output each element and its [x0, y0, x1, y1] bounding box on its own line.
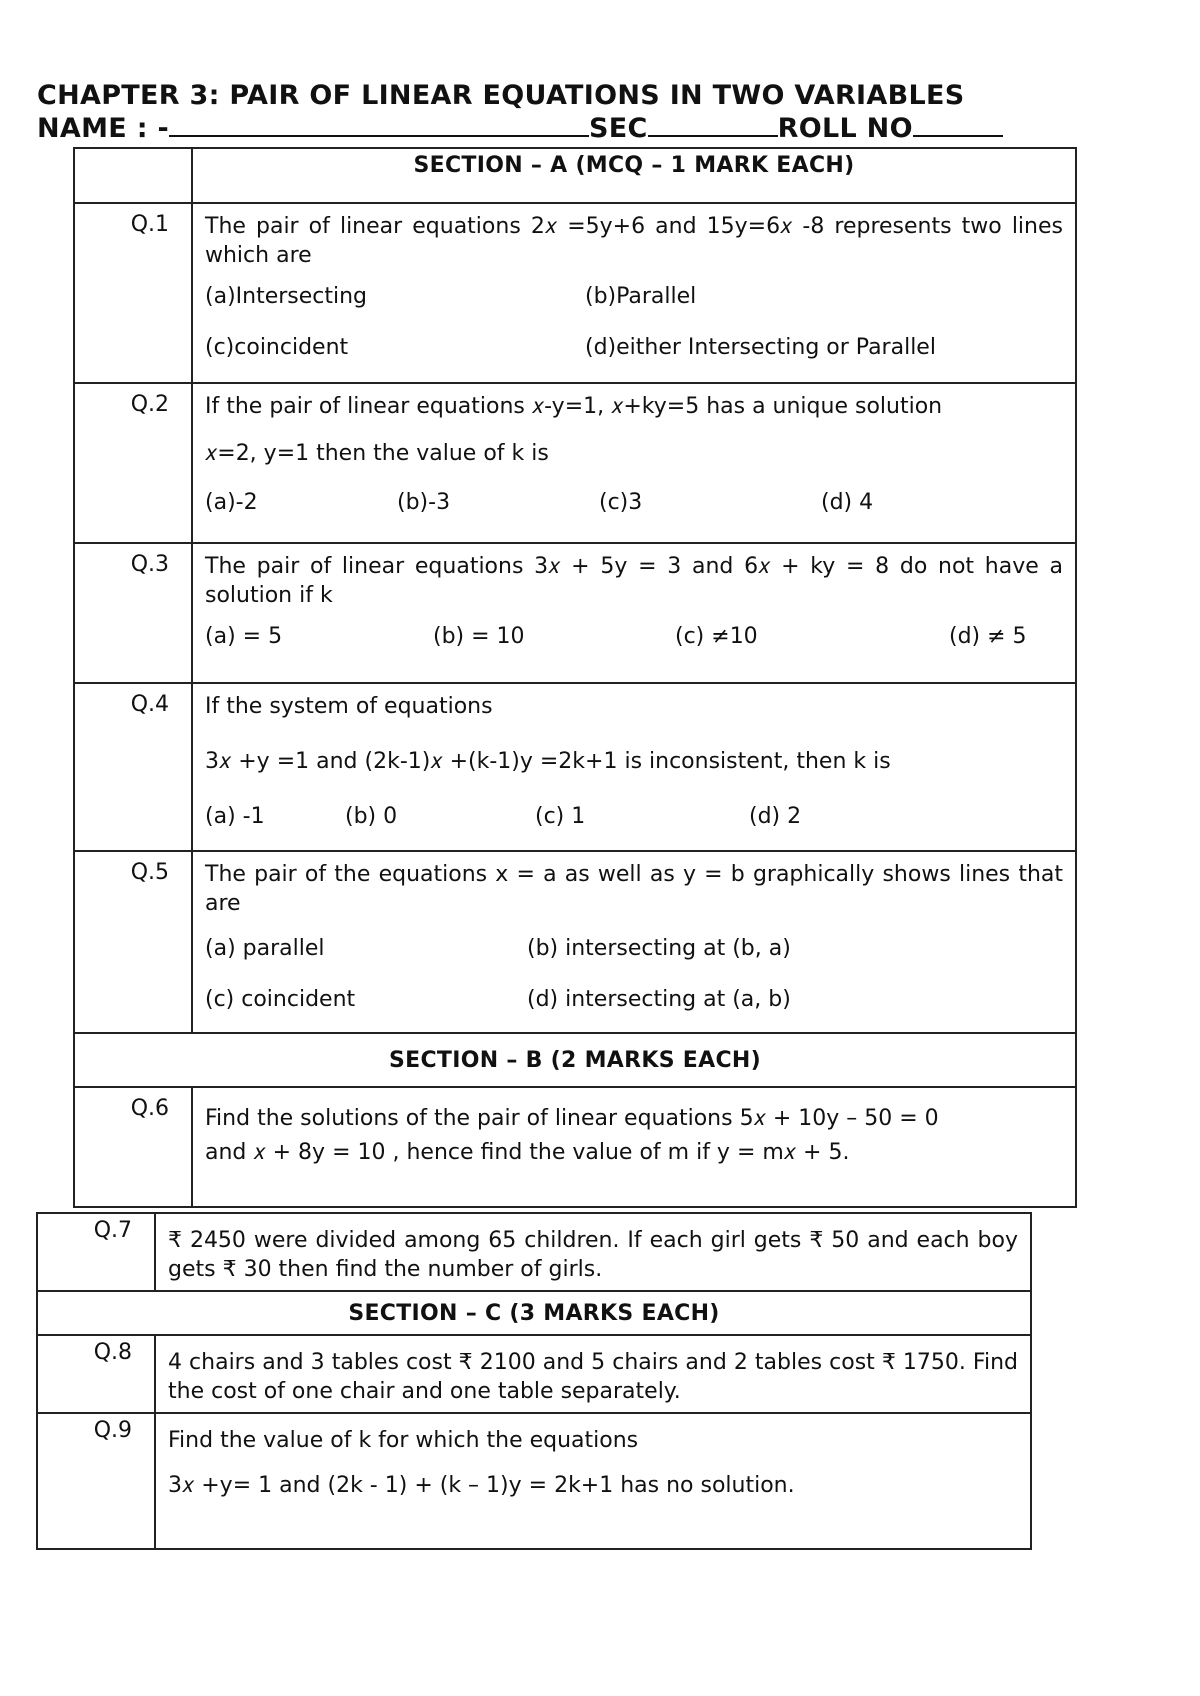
option-d[interactable]: (d)either Intersecting or Parallel	[585, 335, 936, 360]
option-c[interactable]: (c) 1	[535, 804, 586, 829]
question-number: Q.3	[74, 543, 192, 683]
sec-label: SEC	[589, 113, 648, 144]
option-d[interactable]: (d) ≠ 5	[949, 624, 1027, 649]
question-body	[155, 1413, 1031, 1549]
option-b[interactable]: (b)-3	[397, 490, 451, 515]
question-body	[155, 1335, 1031, 1413]
question-stem: If the pair of linear equations 𝑥-y=1, 𝑥+ky=5 has a unique solution	[205, 394, 943, 419]
question-row-2	[74, 383, 1076, 543]
section-c-heading: SECTION – C (3 MARKS EACH)	[37, 1291, 1031, 1335]
question-row-1	[74, 203, 1076, 383]
questions-table-a-b	[73, 147, 1077, 1208]
name-field[interactable]	[169, 113, 589, 137]
section-a-heading: SECTION – A (MCQ – 1 MARK EACH)	[192, 148, 1076, 203]
question-body	[192, 851, 1076, 1033]
question-row-3	[74, 543, 1076, 683]
option-b[interactable]: (b)Parallel	[585, 284, 697, 309]
option-b[interactable]: (b) = 10	[433, 624, 525, 649]
question-number: Q.5	[74, 851, 192, 1033]
question-row-9	[37, 1413, 1031, 1549]
question-body	[192, 1087, 1076, 1207]
question-body	[192, 543, 1076, 683]
question-number: Q.1	[74, 203, 192, 383]
blank-cell	[74, 148, 192, 203]
option-c[interactable]: (c) coincident	[205, 987, 356, 1012]
question-stem-line-2: 𝑥=2, y=1 then the value of k is	[205, 441, 549, 466]
question-stem: Find the solutions of the pair of linear equations 5𝑥 + 10y – 50 = 0	[205, 1106, 939, 1131]
question-number: Q.7	[37, 1213, 155, 1291]
sec-field[interactable]	[648, 113, 778, 137]
option-d[interactable]: (d) 4	[821, 490, 874, 515]
option-a[interactable]: (a)Intersecting	[205, 284, 368, 309]
question-number: Q.9	[37, 1413, 155, 1549]
option-a[interactable]: (a) = 5	[205, 624, 283, 649]
question-body	[192, 203, 1076, 383]
option-a[interactable]: (a) parallel	[205, 936, 325, 961]
option-c[interactable]: (c)3	[599, 490, 643, 515]
roll-no-label: ROLL NO	[777, 113, 913, 144]
option-d[interactable]: (d) intersecting at (a, b)	[527, 987, 791, 1012]
worksheet-title: CHAPTER 3: PAIR OF LINEAR EQUATIONS IN TWO VARIABLES	[37, 80, 965, 111]
option-c[interactable]: (c) ≠10	[675, 624, 758, 649]
question-stem: The pair of linear equations 2𝑥 =5y+6 and 15y=6𝑥 -8 represents two lines which are	[205, 214, 1063, 268]
question-number: Q.2	[74, 383, 192, 543]
question-stem-line-2: 3𝑥 +y =1 and (2k-1)𝑥 +(k-1)y =2k+1 is inconsistent, then k is	[205, 749, 891, 774]
option-a[interactable]: (a) -1	[205, 804, 265, 829]
option-a[interactable]: (a)-2	[205, 490, 258, 515]
question-body	[155, 1213, 1031, 1291]
question-number: Q.4	[74, 683, 192, 851]
option-b[interactable]: (b) 0	[345, 804, 398, 829]
option-d[interactable]: (d) 2	[749, 804, 802, 829]
question-row-6	[74, 1087, 1076, 1207]
name-label: NAME : -	[37, 113, 170, 144]
question-stem-line-2: and 𝑥 + 8y = 10 , hence find the value of m if y = m𝑥 + 5.	[205, 1140, 850, 1165]
roll-no-field[interactable]	[913, 113, 1003, 137]
question-body	[192, 383, 1076, 543]
question-row-4	[74, 683, 1076, 851]
option-b[interactable]: (b) intersecting at (b, a)	[527, 936, 791, 961]
question-stem-line-2: 3𝑥 +y= 1 and (2k - 1) + (k – 1)y = 2k+1 has no solution.	[168, 1473, 795, 1498]
questions-table-q7	[36, 1212, 1032, 1550]
question-row-7	[37, 1213, 1031, 1291]
question-stem: The pair of the equations x = a as well as y = b graphically shows lines that are	[205, 862, 1063, 916]
question-row-8	[37, 1335, 1031, 1413]
question-stem: Find the value of k for which the equations	[168, 1428, 639, 1453]
question-stem: 4 chairs and 3 tables cost ₹ 2100 and 5 chairs and 2 tables cost ₹ 1750. Find the cost of one chair and one table separately.	[168, 1350, 1018, 1404]
question-stem: The pair of linear equations 3𝑥 + 5y = 3 and 6𝑥 + ky = 8 do not have a solution if k	[205, 554, 1063, 608]
option-c[interactable]: (c)coincident	[205, 335, 349, 360]
question-number: Q.8	[37, 1335, 155, 1413]
question-row-5	[74, 851, 1076, 1033]
section-b-heading: SECTION – B (2 MARKS EACH)	[74, 1033, 1076, 1087]
question-body	[192, 683, 1076, 851]
student-info-line	[37, 113, 1003, 144]
question-stem: ₹ 2450 were divided among 65 children. If each girl gets ₹ 50 and each boy gets ₹ 30 then find the number of girls.	[168, 1228, 1018, 1282]
question-number: Q.6	[74, 1087, 192, 1207]
question-stem: If the system of equations	[205, 694, 493, 719]
